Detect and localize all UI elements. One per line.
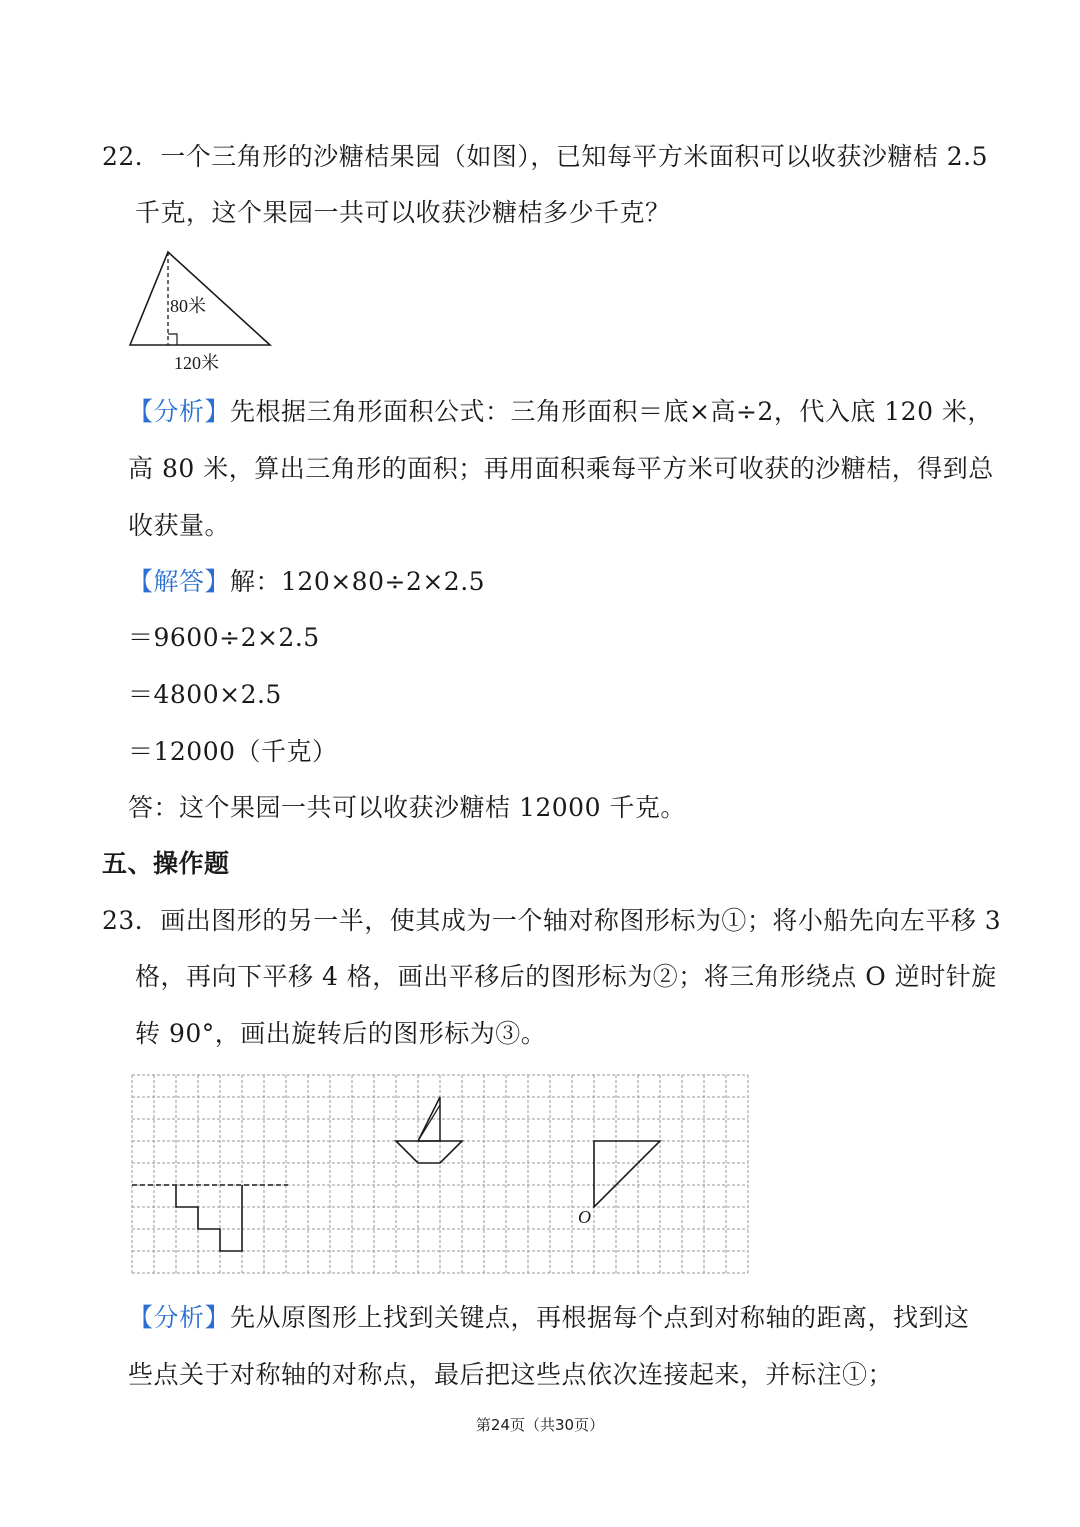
q23-line-2: 格，再向下平移 4 格，画出平移后的图形标为②；将三角形绕点 O 逆时针旋 xyxy=(135,962,997,991)
base-label: 120米 xyxy=(174,353,219,373)
boat-sail-diagonal xyxy=(418,1105,440,1141)
q22-line-1: 22．一个三角形的沙糖桔果园（如图），已知每平方米面积可以收获沙糖桔 2.5 xyxy=(102,142,989,171)
triangle-figure xyxy=(120,248,280,378)
q23-line-1: 23．画出图形的另一半，使其成为一个轴对称图形标为①；将小船先向左平移 3 xyxy=(102,906,1002,935)
height-label: 80米 xyxy=(170,296,206,316)
q22-answer: 答：这个果园一共可以收获沙糖桔 12000 千克。 xyxy=(128,793,686,822)
right-angle-mark xyxy=(168,334,177,345)
boat-sail xyxy=(418,1097,440,1141)
q22-analysis-line-2: 高 80 米，算出三角形的面积；再用面积乘每平方米可收获的沙糖桔，得到总 xyxy=(128,454,994,483)
section-title: 五、操作题 xyxy=(102,849,230,878)
q23-analysis-line-1: 【分析】先从原图形上找到关键点，再根据每个点到对称轴的距离，找到这 xyxy=(128,1303,970,1332)
point-o-label: O xyxy=(578,1207,591,1227)
q22-solution-line-2: ＝9600÷2×2.5 xyxy=(128,623,320,652)
q22-line-2: 千克，这个果园一共可以收获沙糖桔多少千克？ xyxy=(135,198,671,227)
q22-solution-line-3: ＝4800×2.5 xyxy=(128,680,282,709)
q22-solution-line-1: 【解答】解：120×80÷2×2.5 xyxy=(128,567,486,596)
solution-tag: 【解答】 xyxy=(128,567,231,596)
q23-line-3: 转 90°，画出旋转后的图形标为③。 xyxy=(135,1019,547,1048)
rotation-triangle xyxy=(594,1141,660,1207)
analysis-tag: 【分析】 xyxy=(128,397,231,426)
analysis-tag-2: 【分析】 xyxy=(128,1303,231,1332)
q23-analysis-line-2: 些点关于对称轴的对称点，最后把这些点依次连接起来，并标注①； xyxy=(128,1360,894,1389)
q22-solution-line-4: ＝12000（千克） xyxy=(128,737,338,766)
page-footer: 第24页（共30页） xyxy=(475,1416,605,1434)
grid-figure xyxy=(132,1075,748,1273)
q22-analysis-line-3: 收获量。 xyxy=(128,511,231,540)
half-shape xyxy=(176,1185,242,1251)
q22-analysis-line-1: 【分析】先根据三角形面积公式：三角形面积＝底×高÷2，代入底 120 米， xyxy=(128,397,993,426)
boat-hull xyxy=(396,1141,462,1163)
